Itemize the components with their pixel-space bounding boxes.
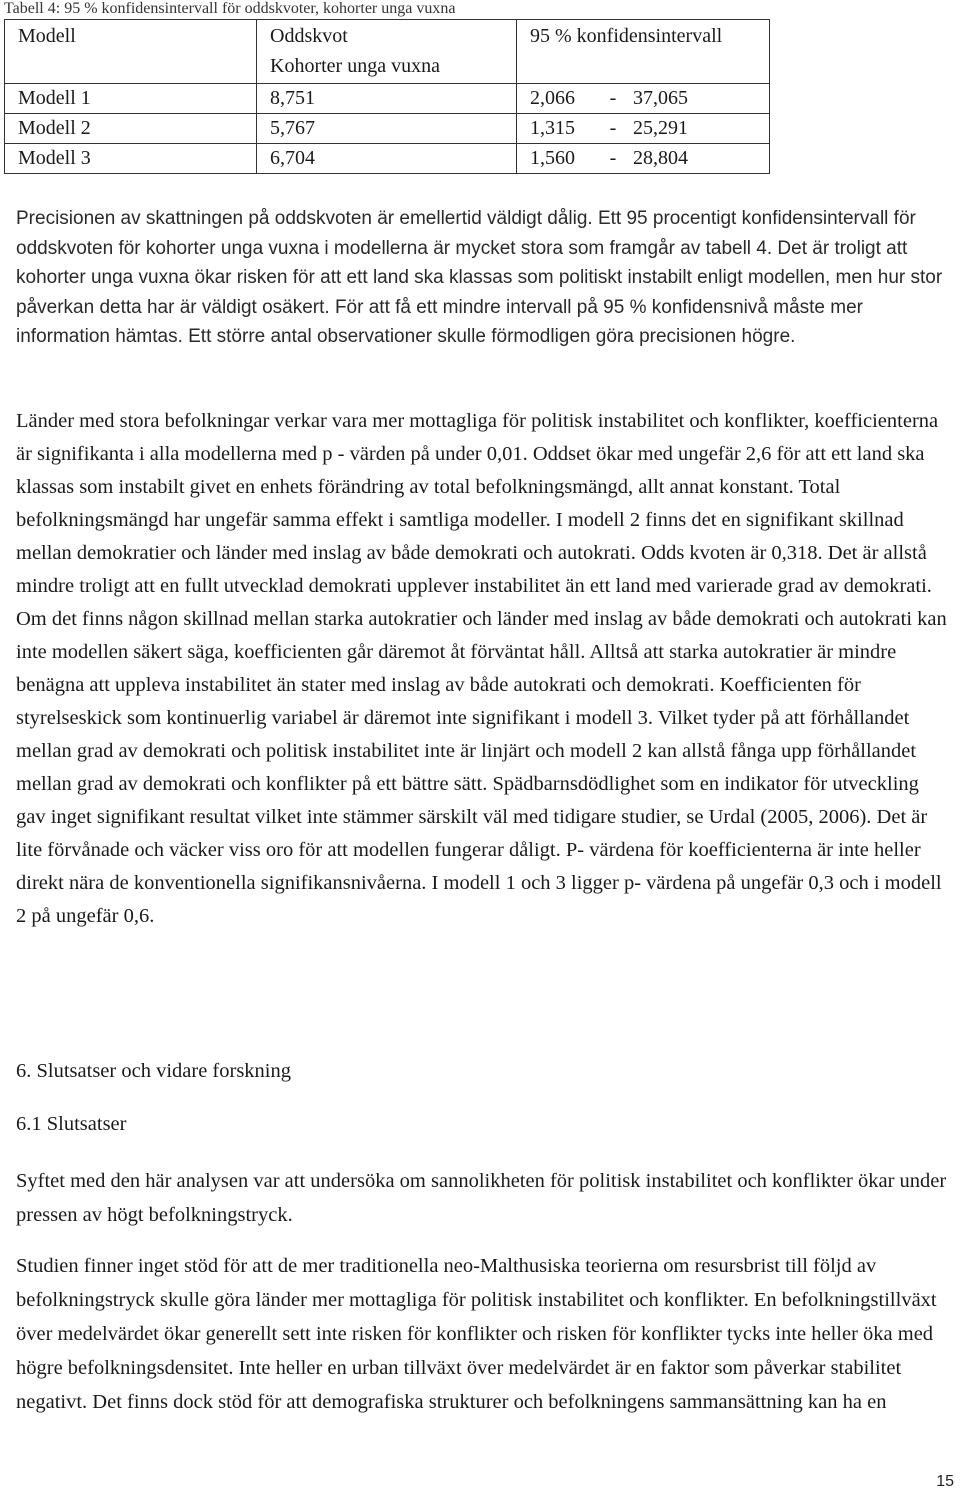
header-odds-line1: Oddskvot bbox=[270, 25, 348, 47]
cell-ci bbox=[517, 114, 770, 144]
table-row bbox=[5, 114, 770, 144]
ci-upper: 28,804 bbox=[633, 147, 688, 169]
paragraph-findings: Studien finner inget stöd för att de mer traditionella neo-Malthusiska teorierna om resursbrist till följd av befolkningstryck skulle göra länder mer mottagliga för politisk instabilitet och konflikter. En befolkningstillväxt över medelvärdet ökar generellt sett inte risken för konflikter och risken för konflikter tycks inte heller öka med högre befolkningsdensitet. Inte heller en urban tillväxt över medelvärdet är en faktor som påverkar stabilitet negativt. Det finns dock stöd för att demografiska strukturer och befolkningens sammansättning kan ha en bbox=[16, 1255, 937, 1413]
table-caption: Tabell 4: 95 % konfidensintervall för oddskvoter, kohorter unga vuxna bbox=[4, 0, 456, 17]
cell-model: Modell 2 bbox=[5, 114, 257, 144]
ci-lower: 2,066 bbox=[530, 87, 575, 109]
section-heading-6: 6. Slutsatser och vidare forskning bbox=[16, 1060, 291, 1082]
ci-upper: 37,065 bbox=[633, 87, 688, 109]
page-number: 15 bbox=[936, 1473, 954, 1490]
cell-ci bbox=[517, 84, 770, 114]
ci-dash: - bbox=[609, 117, 617, 139]
ci-lower: 1,560 bbox=[530, 147, 575, 169]
ci-dash: - bbox=[609, 147, 617, 169]
ci-upper: 25,291 bbox=[633, 117, 688, 139]
header-ci: 95 % konfidensintervall bbox=[517, 20, 770, 84]
confidence-interval-table bbox=[4, 19, 770, 174]
cell-ci bbox=[517, 144, 770, 174]
cell-odds: 8,751 bbox=[257, 84, 517, 114]
cell-model: Modell 1 bbox=[5, 84, 257, 114]
paragraph-precision: Precisionen av skattningen på oddskvoten är emellertid väldigt dålig. Ett 95 procentigt konfidensintervall för oddskvoten för kohorter unga vuxna i modellerna är mycket stora som framgår av tabell 4. Det är troligt att kohorter unga vuxna ökar risken för att ett land ska klassas som politiskt instabilt enligt modellen, men hur stor påverkan detta har är väldigt osäkert. För att få ett mindre intervall på 95 % konfidensnivå måste mer information hämtas. Ett större antal observationer skulle förmodligen göra precisionen högre. bbox=[16, 208, 943, 347]
section-heading-6-1: 6.1 Slutsatser bbox=[16, 1113, 127, 1135]
header-odds bbox=[257, 20, 517, 84]
table-row bbox=[5, 84, 770, 114]
ci-dash: - bbox=[609, 87, 617, 109]
cell-odds: 5,767 bbox=[257, 114, 517, 144]
table-header-row bbox=[5, 20, 770, 84]
header-model: Modell bbox=[5, 20, 257, 84]
header-odds-line2: Kohorter unga vuxna bbox=[270, 55, 440, 77]
paragraph-population: Länder med stora befolkningar verkar vara mer mottagliga för politisk instabilitet och konflikter, koefficienterna är signifikanta i alla modellerna med p - värden på under 0,01. Oddset ökar med ungefär 2,6 för att ett land ska klassas som instabilt givet en enhets förändring av total befolkningsmängd, allt annat konstant. Total befolkningsmängd har ungefär samma effekt i samtliga modeller. I modell 2 finns det en signifikant skillnad mellan demokratier och länder med inslag av både demokrati och autokrati. Odds kvoten är 0,318. Det är allstå mindre troligt att en fullt utvecklad demokrati upplever instabilitet än ett land med varierade grad av demokrati. Om det finns någon skillnad mellan starka autokratier och länder med inslag av både demokrati och autokrati kan inte modellen säkert säga, koefficienten går däremot åt förväntat håll. Alltså att starka autokratier är mindre benägna att uppleva instabilitet än stater med inslag av både autokrati och demokrati. Koefficienten för styrelseskick som kontinuerlig variabel är däremot inte signifikant i modell 3. Vilket tyder på att förhållandet mellan grad av demokrati och politisk instabilitet inte är linjärt och modell 2 kan allstå fånga upp förhållandet mellan grad av demokrati och konflikter på ett bättre sätt. Spädbarnsdödlighet som en indikator för utveckling gav inget signifikant resultat vilket inte stämmer särskilt väl med tidigare studier, se Urdal (2005, 2006). Det är lite förvånade och väcker viss oro för att modellen fungerar dåligt. P- värdena för koefficienterna är inte heller direkt nära de konventionella signifikansnivåerna. I modell 1 och 3 ligger p- värdena på ungefär 0,3 och i modell 2 på ungefär 0,6. bbox=[16, 410, 947, 927]
paragraph-aim: Syftet med den här analysen var att undersöka om sannolikheten för politisk instabilitet och konflikter ökar under pressen av högt befolkningstryck. bbox=[16, 1170, 947, 1226]
ci-lower: 1,315 bbox=[530, 117, 575, 139]
cell-odds: 6,704 bbox=[257, 144, 517, 174]
cell-model: Modell 3 bbox=[5, 144, 257, 174]
table-row bbox=[5, 144, 770, 174]
